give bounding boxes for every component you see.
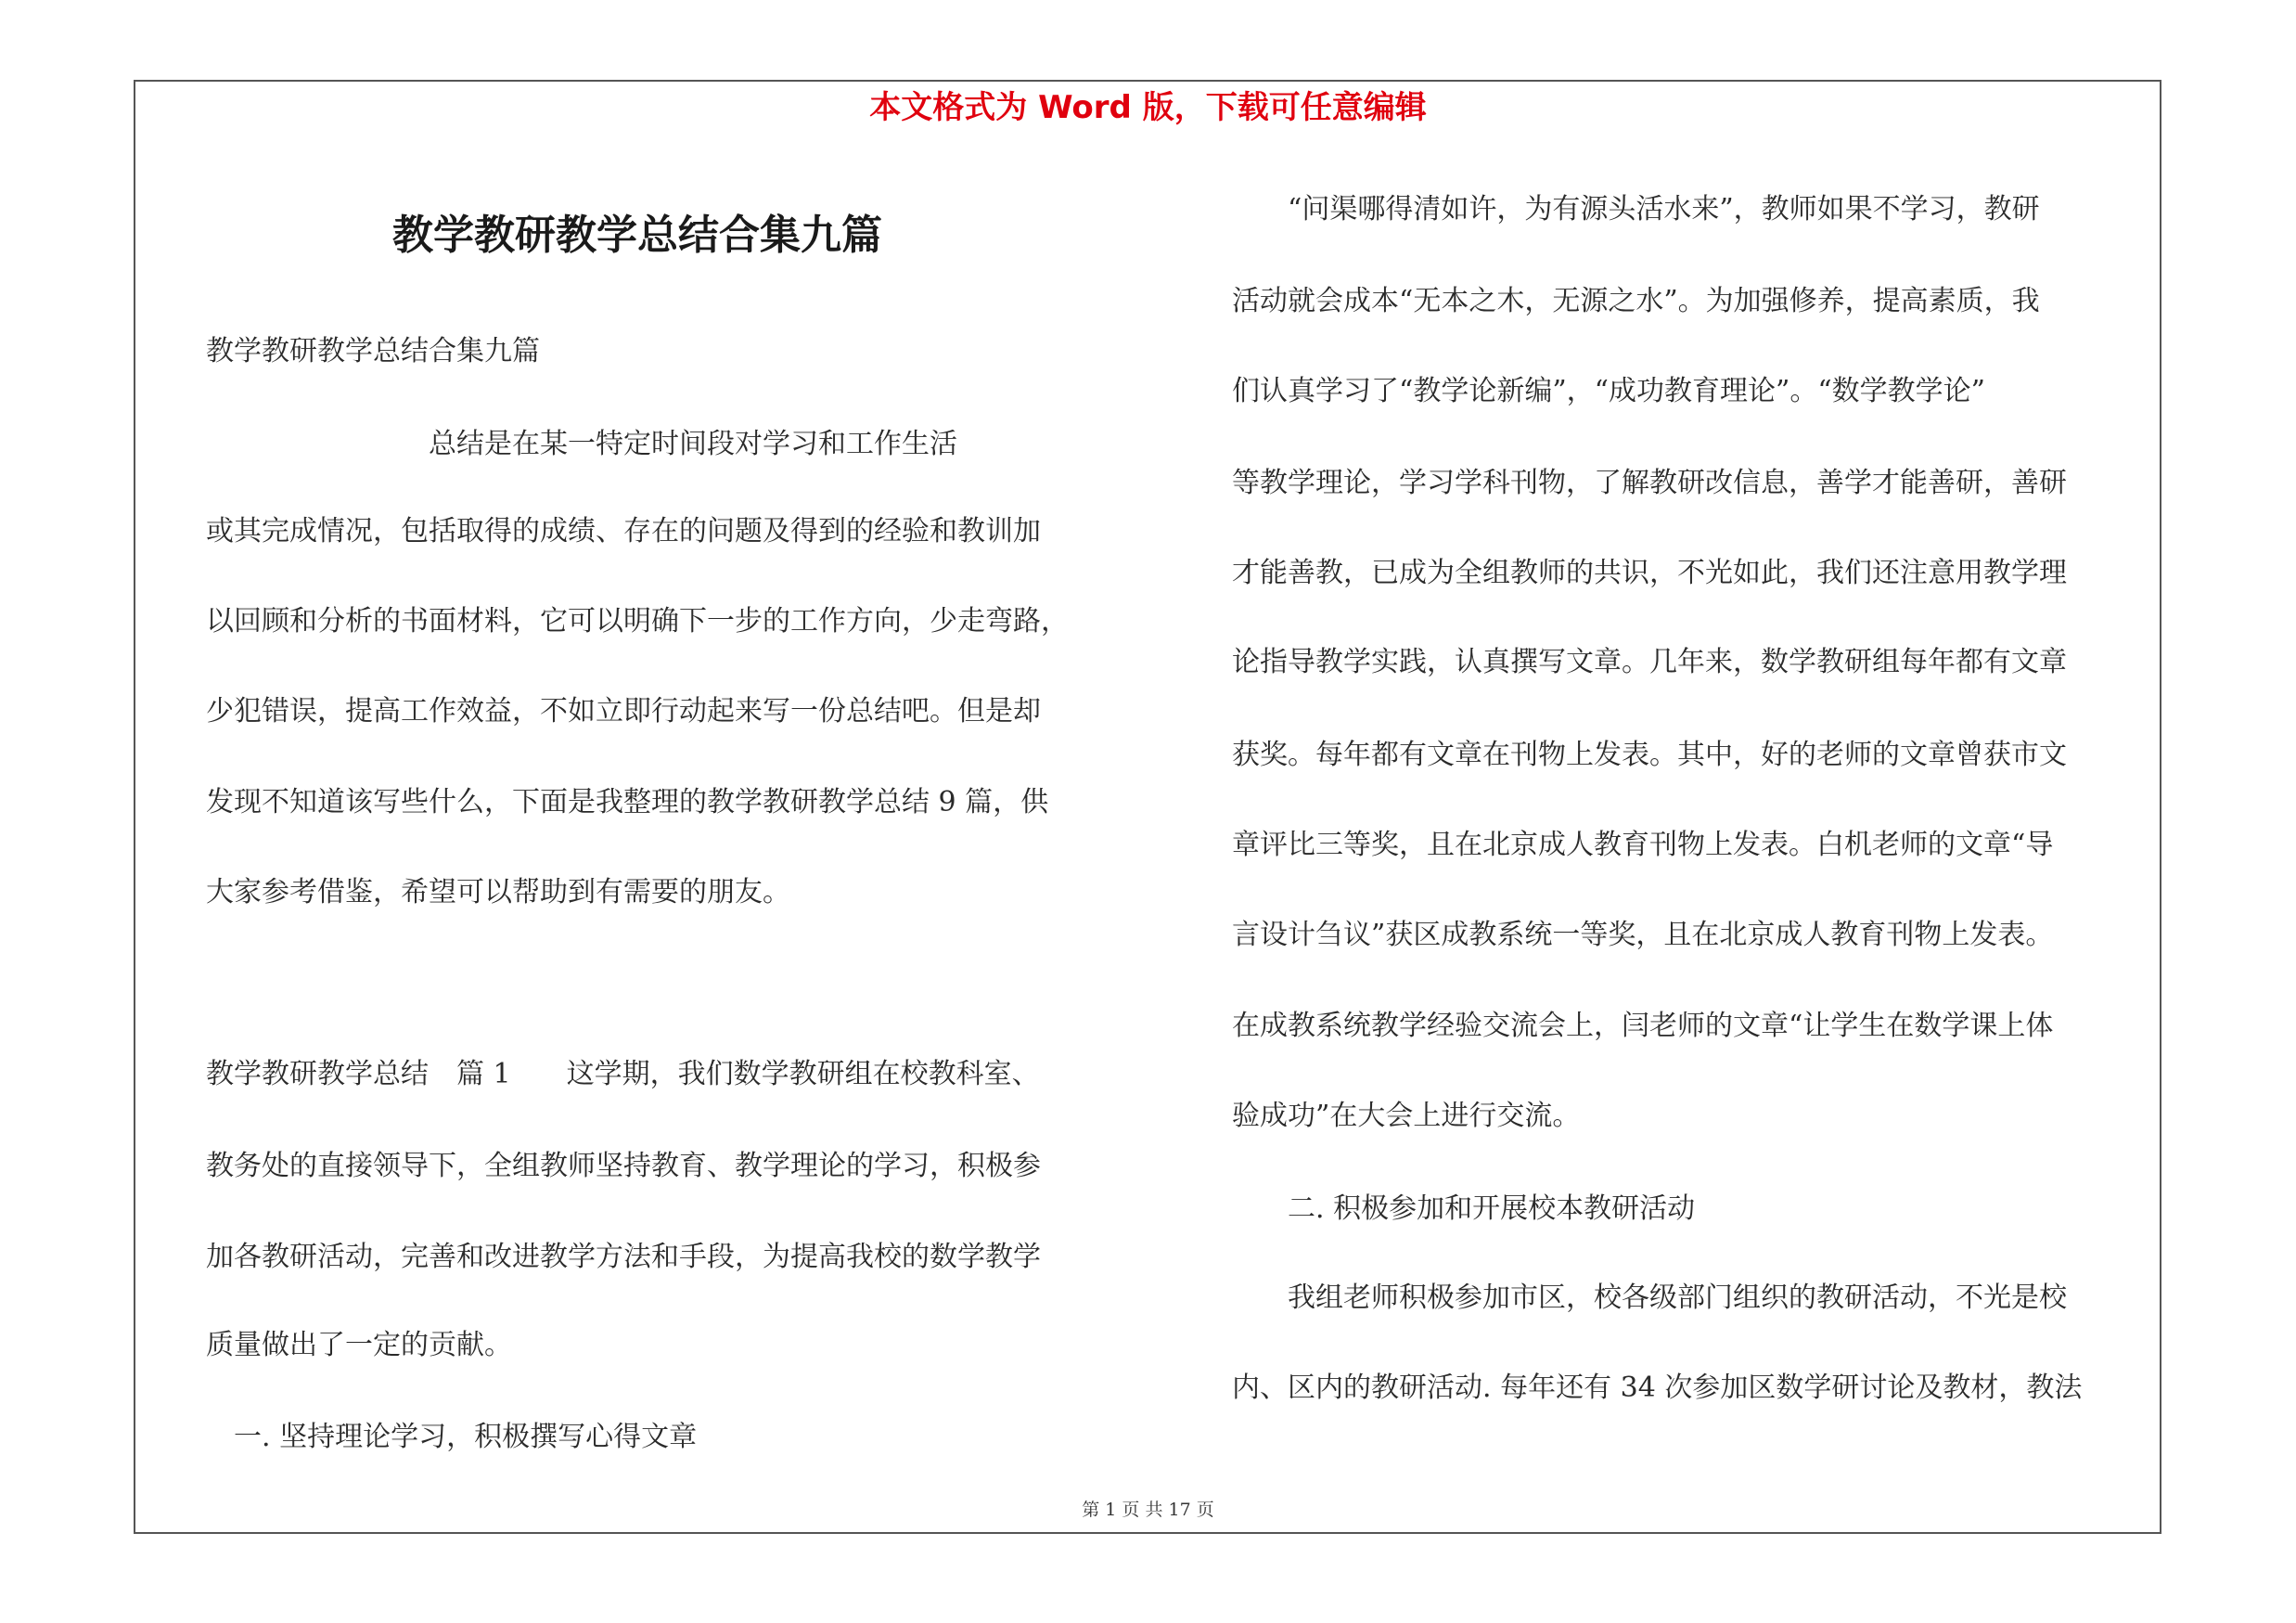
- left-line: 一. 坚持理论学习，积极撰写心得文章: [206, 1421, 698, 1453]
- right-line: 获奖。每年都有文章在刊物上发表。其中，好的老师的文章曾获市文: [1232, 739, 2067, 771]
- right-line: 二. 积极参加和开展校本教研活动: [1232, 1192, 1696, 1225]
- left-line: 教学教研教学总结合集九篇: [206, 335, 540, 367]
- right-line: 我组老师积极参加市区，校各级部门组织的教研活动，不光是校: [1232, 1282, 2067, 1314]
- left-line: 以回顾和分析的书面材料，它可以明确下一步的工作方向，少走弯路，: [206, 605, 1069, 638]
- right-line: 内、区内的教研活动. 每年还有 34 次参加区数学研讨论及教材，教法: [1232, 1372, 2083, 1404]
- format-banner: 本文格式为 Word 版，下载可任意编辑: [869, 89, 1427, 126]
- right-line: 等教学理论，学习学科刊物，了解教研改信息，善学才能善研，善研: [1232, 467, 2067, 499]
- right-line: 活动就会成本“无本之木，无源之水”。为加强修养，提高素质，我: [1232, 285, 2040, 317]
- right-line: 在成教系统教学经验交流会上，闫老师的文章“让学生在数学课上体: [1232, 1010, 2054, 1042]
- left-line: 教务处的直接领导下，全组教师坚持教育、教学理论的学习，积极参: [206, 1150, 1041, 1182]
- right-line: “问渠哪得清如许，为有源头活水来”，教师如果不学习，教研: [1232, 193, 2040, 225]
- left-line: 少犯错误，提高工作效益，不如立即行动起来写一份总结吧。但是却: [206, 695, 1041, 728]
- right-line: 言设计刍议”获区成教系统一等奖，且在北京成人教育刊物上发表。: [1232, 919, 2054, 951]
- right-line: 章评比三等奖，且在北京成人教育刊物上发表。白机老师的文章“导: [1232, 829, 2054, 861]
- left-line: 发现不知道该写些什么，下面是我整理的教学教研教学总结 9 篇，供: [206, 786, 1049, 818]
- right-line: 论指导教学实践，认真撰写文章。几年来，数学教研组每年都有文章: [1232, 646, 2067, 678]
- right-line: 们认真学习了“教学论新编”，“成功教育理论”。“数学教学论”: [1232, 375, 1986, 407]
- left-line: 加各教研活动，完善和改进教学方法和手段，为提高我校的数学教学: [206, 1241, 1041, 1273]
- left-line: 教学教研教学总结 篇 1 这学期，我们数学教研组在校教科室、: [206, 1058, 1040, 1090]
- right-line: 验成功”在大会上进行交流。: [1232, 1100, 1581, 1132]
- right-line: 才能善教，已成为全组教师的共识，不光如此，我们还注意用教学理: [1232, 557, 2067, 589]
- left-line: 总结是在某一特定时间段对学习和工作生活: [206, 428, 957, 460]
- left-line: 大家参考借鉴，希望可以帮助到有需要的朋友。: [206, 876, 790, 908]
- document-title: 教学教研教学总结合集九篇: [392, 212, 882, 259]
- left-line: 质量做出了一定的贡献。: [206, 1329, 512, 1361]
- left-line: 或其完成情况，包括取得的成绩、存在的问题及得到的经验和教训加: [206, 515, 1041, 547]
- page-number: 第 1 页 共 17 页: [1082, 1500, 1214, 1520]
